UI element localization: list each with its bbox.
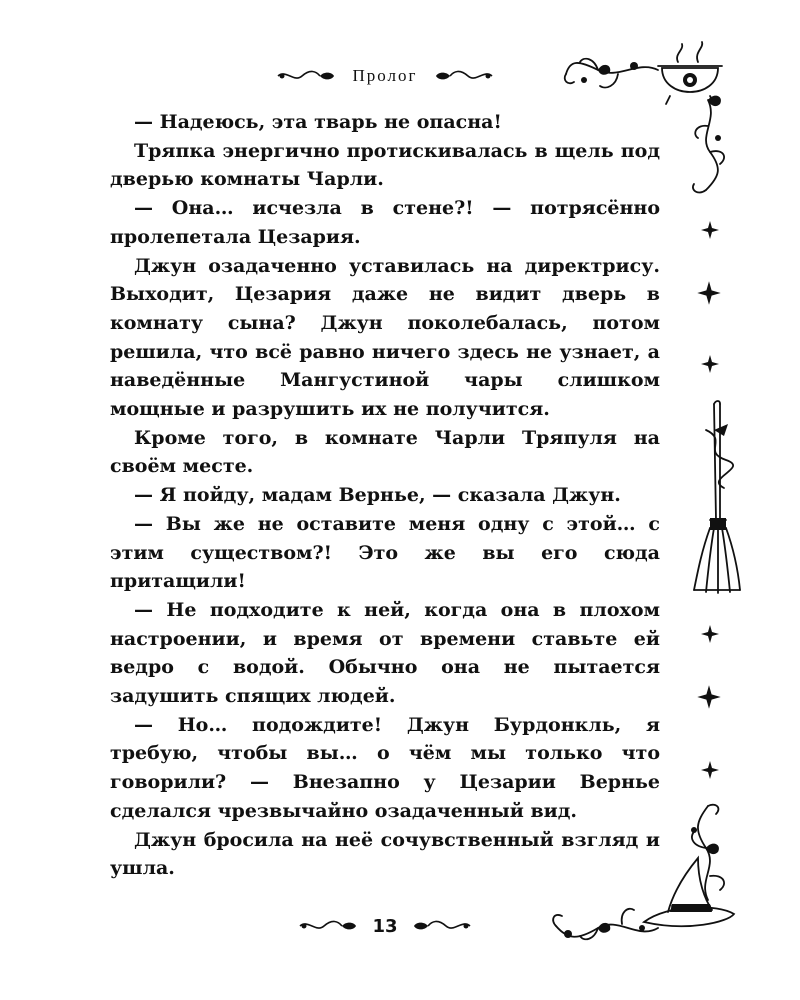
paragraph-8: — Не подходите к ней, когда она в плохом настроении, и время от времени ставьте ей ведро с водой. Обычно она не пытается задушить спящих людей. bbox=[110, 598, 660, 708]
page-number: 13 bbox=[372, 915, 398, 937]
sparkle-star-icon bbox=[696, 684, 722, 710]
paragraph-7: — Вы же не оставите меня одну с этой… с этим существом?! Это же вы его сюда притащили! bbox=[110, 512, 660, 593]
paragraph-9: — Но… подождите! Джун Бурдонкль, я требую, чтобы вы… о чём мы только что говорили? — Внезапно у Цезарии Вернье сделался чрезвычайно озадаченный вид. bbox=[110, 713, 660, 822]
paragraph-4: Джун озадаченно уставилась на директрису. Выходит, Цезария даже не видит дверь в комнату сына? Джун поколебалась, потом решила, что всё равно ничего здесь не узнает, а наведённые Мангустиной чары слишком мощные и разрушить их не получится. bbox=[110, 254, 660, 421]
sparkle-star-icon bbox=[700, 354, 720, 374]
chapter-title: Пролог bbox=[352, 66, 418, 85]
sparkle-star-icon bbox=[696, 280, 722, 306]
sparkle-star-icon bbox=[700, 624, 720, 644]
cauldron-vine-ornament bbox=[558, 40, 738, 200]
paragraph-3: — Она… исчезла в стене?! — потрясённо пролепетала Цезария. bbox=[110, 197, 660, 248]
flourish-right-icon bbox=[412, 917, 472, 935]
paragraph-5: Кроме того, в комнате Чарли Тряпуля на своём месте. bbox=[110, 426, 660, 478]
sparkle-star-icon bbox=[700, 220, 720, 240]
flourish-left-icon bbox=[298, 917, 358, 935]
paragraph-1: — Надеюсь, эта тварь не опасна! bbox=[134, 111, 502, 133]
witch-hat-vine-ornament bbox=[548, 800, 738, 950]
body-text bbox=[110, 108, 660, 883]
paragraph-6: — Я пойду, мадам Вернье, — сказала Джун. bbox=[134, 484, 621, 507]
flourish-right-icon bbox=[434, 67, 494, 85]
paragraph-2: Тряпка энергично протискивалась в щель под дверью комнаты Чарли. bbox=[110, 139, 660, 191]
sparkle-star-icon bbox=[700, 760, 720, 780]
flourish-left-icon bbox=[276, 67, 336, 85]
broom-ornament bbox=[688, 400, 744, 596]
paragraph-10: Джун бросила на неё сочувственный взгляд и ушла. bbox=[110, 828, 660, 880]
